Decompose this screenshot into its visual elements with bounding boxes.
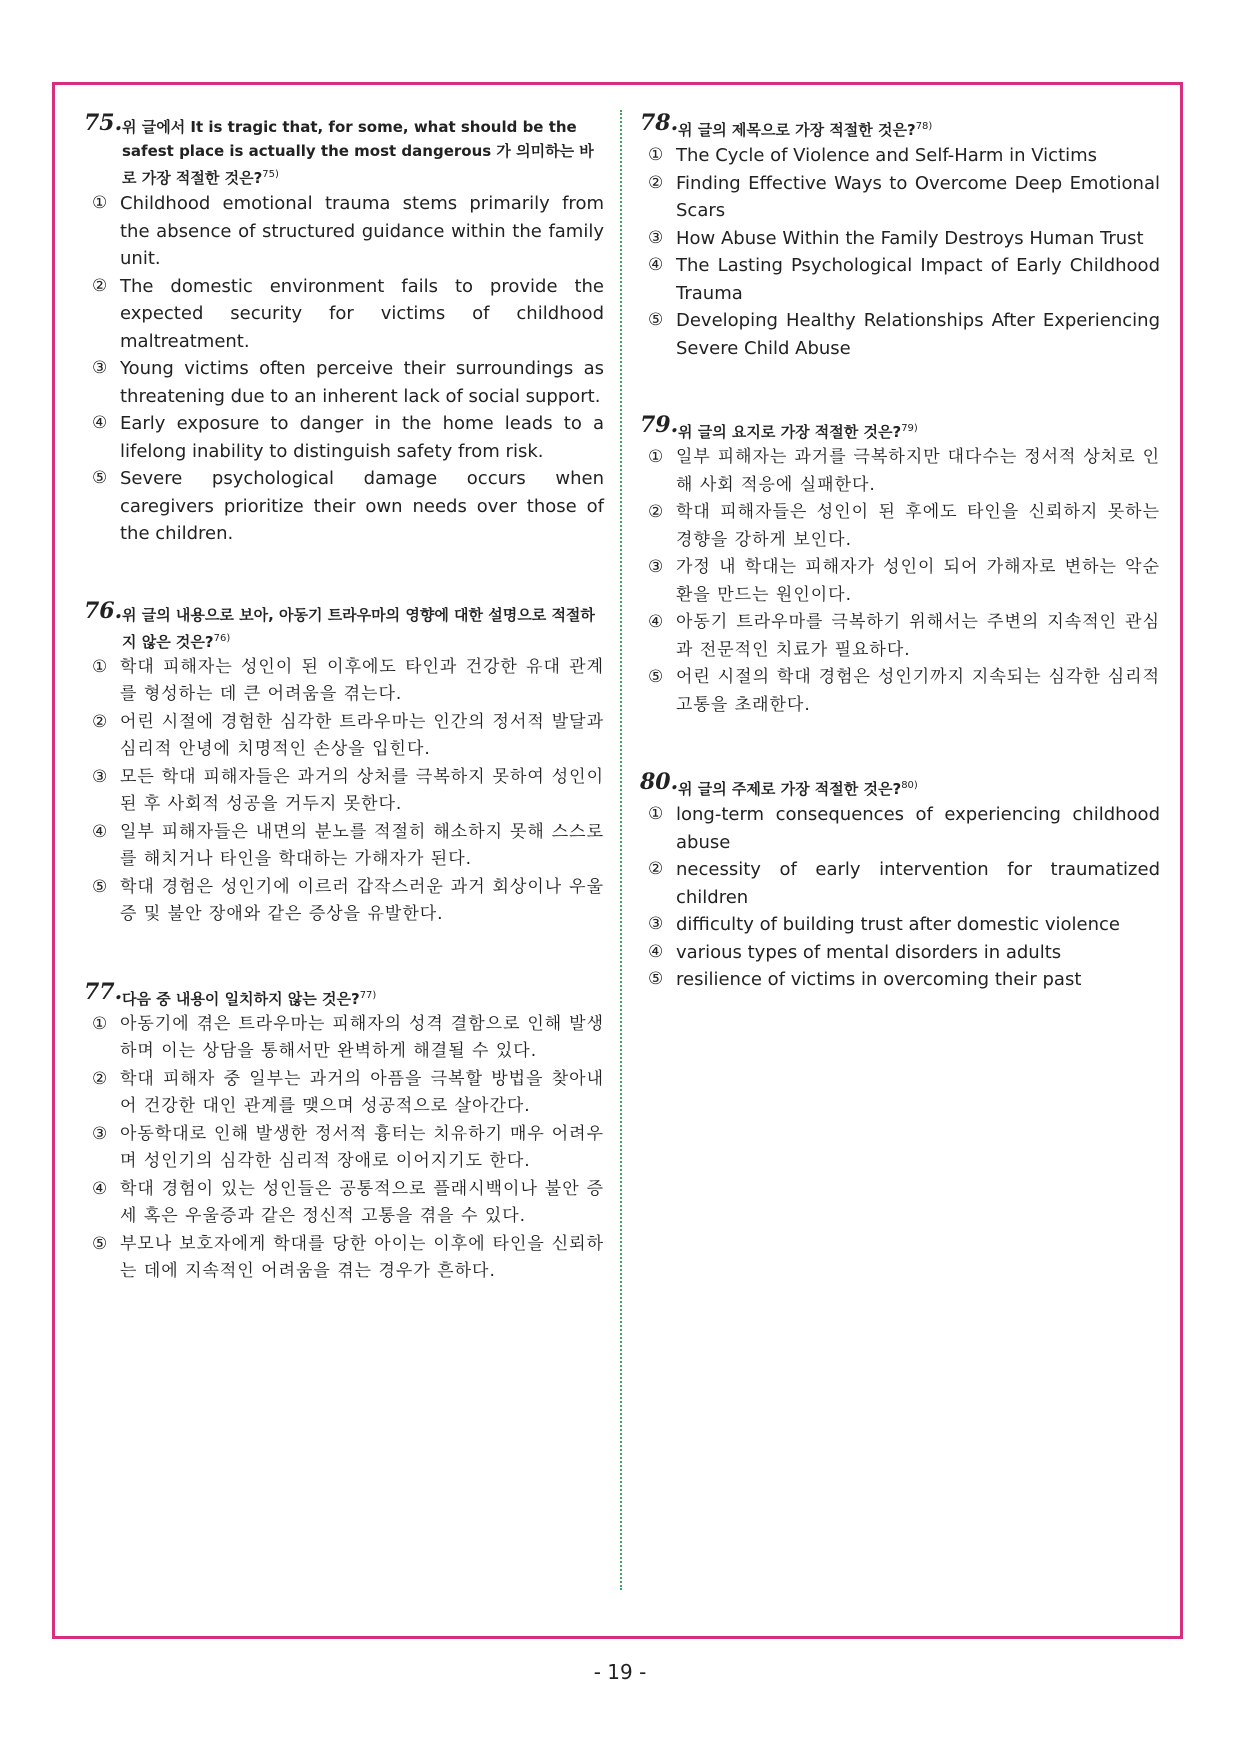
question-number: 77. — [84, 978, 123, 1005]
question-stem — [640, 769, 1160, 801]
column-divider — [620, 110, 622, 1590]
option-4[interactable] — [640, 609, 1160, 664]
question-80 — [640, 769, 1160, 994]
option-marker: ⑤ — [648, 310, 664, 330]
option-text: various types of mental disorders in adults — [676, 941, 1062, 963]
option-text: 아동기에 겪은 트라우마는 피해자의 성격 결함으로 인해 발생하며 이는 상담을 통해서만 완벽하게 해결될 수 있다. — [120, 1013, 604, 1061]
option-text: 학대 경험은 성인기에 이르러 갑작스러운 과거 회상이나 우울증 및 불안 장애와 같은 증상을 유발한다. — [120, 876, 604, 924]
option-marker: ④ — [648, 612, 665, 632]
option-marker: ④ — [92, 1178, 109, 1199]
option-marker: ② — [92, 1068, 109, 1089]
option-2[interactable] — [640, 856, 1160, 911]
option-4[interactable] — [640, 939, 1160, 967]
question-stem — [84, 978, 604, 1011]
option-2[interactable] — [84, 273, 604, 356]
option-marker: ⑤ — [648, 969, 664, 989]
option-marker: ⑤ — [92, 876, 109, 897]
option-marker: ① — [92, 656, 109, 677]
option-text: 학대 피해자들은 성인이 된 후에도 타인을 신뢰하지 못하는 경향을 강하게 보인다. — [676, 502, 1160, 550]
option-marker: ② — [92, 711, 109, 732]
right-column — [640, 110, 1160, 994]
option-list — [640, 444, 1160, 719]
option-text: 학대 피해자 중 일부는 과거의 아픔을 극복할 방법을 찾아내어 건강한 대인 관계를 맺으며 성공적으로 살아간다. — [120, 1068, 604, 1116]
option-marker: ⑤ — [92, 468, 108, 488]
question-text: 위 글의 주제로 가장 적절한 것은? — [678, 780, 902, 798]
option-list — [84, 1011, 604, 1286]
option-list — [84, 190, 604, 548]
option-1[interactable] — [640, 142, 1160, 170]
option-text: The Cycle of Violence and Self-Harm in Victims — [676, 145, 1098, 166]
option-text: 가정 내 학대는 피해자가 성인이 되어 가해자로 변하는 악순환을 만드는 원인이다. — [676, 557, 1160, 605]
option-marker: ④ — [92, 821, 109, 842]
option-marker: ① — [648, 447, 665, 467]
question-76 — [84, 597, 604, 929]
option-2[interactable] — [640, 170, 1160, 225]
footnote-ref: 80) — [901, 780, 918, 791]
question-number: 76. — [84, 597, 123, 624]
option-5[interactable] — [84, 465, 604, 548]
option-5[interactable] — [84, 874, 604, 929]
footnote-ref: 78) — [915, 121, 933, 132]
option-marker: ③ — [92, 1123, 109, 1144]
option-3[interactable] — [640, 911, 1160, 939]
question-stem — [84, 597, 604, 654]
option-1[interactable] — [84, 190, 604, 273]
option-list — [640, 801, 1160, 994]
option-5[interactable] — [640, 664, 1160, 719]
option-text: Childhood emotional trauma stems primarily from the absence of structured guidance within the family unit. — [120, 193, 604, 269]
option-3[interactable] — [84, 1121, 604, 1176]
option-text: resilience of victims in overcoming their past — [676, 969, 1082, 990]
question-number: 79. — [640, 412, 679, 438]
option-marker: ① — [648, 804, 664, 824]
option-list — [640, 142, 1160, 362]
option-list — [84, 654, 604, 929]
question-number: 80. — [640, 769, 679, 795]
question-75 — [84, 110, 604, 548]
option-text: 학대 피해자는 성인이 된 이후에도 타인과 건강한 유대 관계를 형성하는 데 큰 어려움을 겪는다. — [120, 656, 604, 704]
option-5[interactable] — [640, 966, 1160, 994]
option-marker: ④ — [648, 255, 664, 275]
option-2[interactable] — [84, 709, 604, 764]
question-78 — [640, 110, 1160, 362]
option-text: The domestic environment fails to provide the expected security for victims of childhood maltreatment. — [120, 275, 604, 352]
option-marker: ③ — [648, 557, 665, 577]
question-stem — [640, 412, 1160, 444]
option-3[interactable] — [640, 225, 1160, 253]
question-stem — [84, 110, 604, 190]
footnote-ref: 79) — [901, 423, 918, 434]
option-1[interactable] — [640, 801, 1160, 856]
option-marker: ② — [648, 859, 664, 879]
option-marker: ③ — [648, 227, 664, 248]
option-text: 일부 피해자는 과거를 극복하지만 대다수는 정서적 상처로 인해 사회 적응에 실패한다. — [676, 447, 1160, 495]
option-marker: ② — [648, 502, 665, 522]
option-text: 학대 경험이 있는 성인들은 공통적으로 플래시백이나 불안 증세 혹은 우울증과 같은 정신적 고통을 겪을 수 있다. — [120, 1178, 604, 1226]
question-text: 다음 중 내용이 일치하지 않는 것은? — [122, 989, 360, 1008]
option-marker: ⑤ — [648, 667, 665, 687]
option-5[interactable] — [84, 1231, 604, 1286]
footnote-ref: 75) — [262, 169, 279, 180]
option-text: Finding Effective Ways to Overcome Deep Emotional Scars — [676, 172, 1160, 221]
question-number: 78. — [640, 110, 679, 136]
option-marker: ④ — [648, 941, 664, 962]
option-3[interactable] — [84, 355, 604, 410]
option-text: Severe psychological damage occurs when caregivers prioritize their own needs over those of the children. — [120, 468, 604, 544]
question-text: 위 글의 내용으로 보아, 아동기 트라우마의 영향에 대한 설명으로 적절하지 않은 것은? — [122, 605, 595, 651]
option-marker: ③ — [92, 358, 108, 378]
left-column — [84, 110, 604, 1286]
question-number: 75. — [84, 110, 123, 136]
option-marker: ② — [648, 172, 664, 193]
option-marker: ① — [92, 1013, 109, 1034]
option-text: How Abuse Within the Family Destroys Human Trust — [676, 227, 1144, 249]
option-4[interactable] — [84, 410, 604, 465]
option-text: 어린 시절의 학대 경험은 성인기까지 지속되는 심각한 심리적 고통을 초래한다. — [676, 667, 1160, 715]
option-marker: ⑤ — [92, 1233, 109, 1254]
option-text: 일부 피해자들은 내면의 분노를 적절히 해소하지 못해 스스로를 해치거나 타인을 학대하는 가해자가 된다. — [120, 821, 604, 869]
footnote-ref: 77) — [359, 989, 377, 1001]
option-text: 모든 학대 피해자들은 과거의 상처를 극복하지 못하여 성인이 된 후 사회적 성공을 거두지 못한다. — [120, 766, 604, 814]
option-text: long-term consequences of experiencing childhood abuse — [676, 804, 1160, 853]
option-3[interactable] — [640, 554, 1160, 609]
question-text: 위 글에서 It is tragic that, for some, what should be the safest place is actually the most dangerous 가 의미하는 바로 가장 적절한 것은? — [122, 118, 594, 187]
option-3[interactable] — [84, 764, 604, 819]
option-text: 아동기 트라우마를 극복하기 위해서는 주변의 지속적인 관심과 전문적인 치료가 필요하다. — [676, 612, 1160, 660]
option-text: The Lasting Psychological Impact of Early Childhood Trauma — [676, 255, 1160, 304]
option-marker: ② — [92, 275, 108, 296]
option-text: 어린 시절에 경험한 심각한 트라우마는 인간의 정서적 발달과 심리적 안녕에 치명적인 손상을 입힌다. — [120, 711, 604, 759]
option-marker: ③ — [92, 766, 109, 787]
option-text: Young victims often perceive their surroundings as threatening due to an inherent lack of social support. — [120, 358, 604, 407]
option-text: difficulty of building trust after domestic violence — [676, 914, 1121, 935]
question-text: 위 글의 요지로 가장 적절한 것은? — [678, 423, 902, 441]
option-5[interactable] — [640, 307, 1160, 362]
option-text: 아동학대로 인해 발생한 정서적 흉터는 치유하기 매우 어려우며 성인기의 심각한 심리적 장애로 이어지기도 한다. — [120, 1123, 604, 1171]
question-stem — [640, 110, 1160, 142]
option-4[interactable] — [640, 252, 1160, 307]
option-2[interactable] — [84, 1066, 604, 1121]
page-number: - 19 - — [593, 1660, 647, 1684]
option-1[interactable] — [84, 654, 604, 709]
option-text: 부모나 보호자에게 학대를 당한 아이는 이후에 타인을 신뢰하는 데에 지속적인 어려움을 겪는 경우가 흔하다. — [120, 1233, 604, 1281]
option-2[interactable] — [640, 499, 1160, 554]
option-1[interactable] — [84, 1011, 604, 1066]
question-79 — [640, 412, 1160, 719]
option-marker: ④ — [92, 413, 108, 433]
option-marker: ① — [92, 193, 108, 213]
option-4[interactable] — [84, 1176, 604, 1231]
option-text: Early exposure to danger in the home leads to a lifelong inability to distinguish safety from risk. — [120, 413, 604, 462]
footnote-ref: 76) — [213, 632, 231, 644]
option-4[interactable] — [84, 819, 604, 874]
option-1[interactable] — [640, 444, 1160, 499]
option-text: Developing Healthy Relationships After Experiencing Severe Child Abuse — [676, 310, 1160, 359]
question-text: 위 글의 제목으로 가장 적절한 것은? — [678, 121, 916, 139]
option-marker: ③ — [648, 914, 664, 934]
question-77 — [84, 978, 604, 1286]
option-text: necessity of early intervention for traumatized children — [676, 859, 1160, 908]
option-marker: ① — [648, 145, 664, 165]
